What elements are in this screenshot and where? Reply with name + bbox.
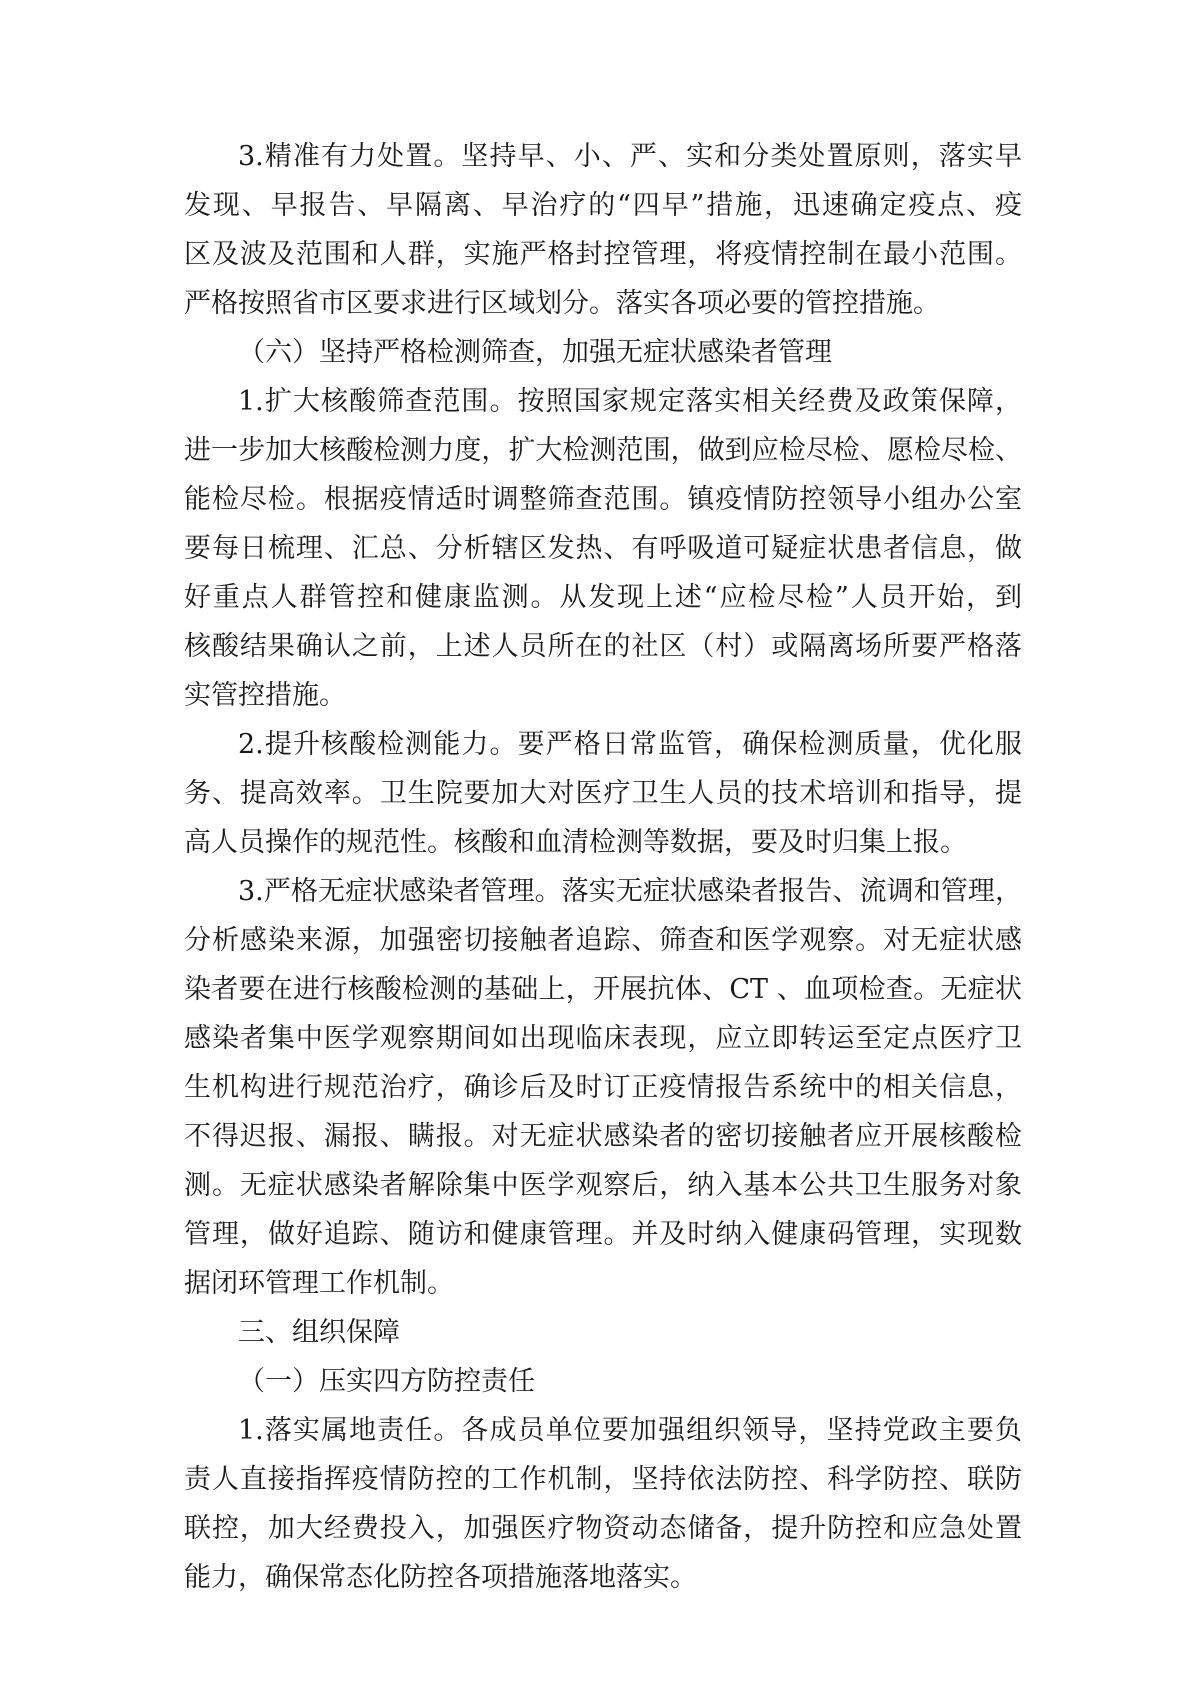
section-heading: 三、组织保障	[238, 1317, 400, 1348]
paragraph-line: 1.落实属地责任。各成员单位要加强组织领导，坚持党政主要负	[238, 1415, 1022, 1446]
paragraph-line: 实管控措施。	[184, 680, 346, 711]
paragraph-line: 据闭环管理工作机制。	[184, 1268, 454, 1299]
paragraph-line: 联控，加大经费投入，加强医疗物资动态储备，提升防控和应急处置	[184, 1513, 1022, 1544]
paragraph-line: 1.扩大核酸筛查范围。按照国家规定落实相关经费及政策保障，	[238, 386, 1022, 417]
paragraph-line: 高人员操作的规范性。核酸和血清检测等数据，要及时归集上报。	[184, 827, 967, 858]
paragraph-line: 不得迟报、漏报、瞒报。对无症状感染者的密切接触者应开展核酸检	[184, 1121, 1022, 1152]
paragraph-line: 3.精准有力处置。坚持早、小、严、实和分类处置原则，落实早	[238, 141, 1022, 172]
paragraph-line: 生机构进行规范治疗，确诊后及时订正疫情报告系统中的相关信息，	[184, 1072, 1022, 1103]
section-heading: （六）坚持严格检测筛查，加强无症状感染者管理	[238, 337, 832, 368]
paragraph-line: 务、提高效率。卫生院要加大对医疗卫生人员的技术培训和指导，提	[184, 778, 1022, 809]
paragraph-line: 测。无症状感染者解除集中医学观察后，纳入基本公共卫生服务对象	[184, 1170, 1022, 1201]
paragraph-line: 染者要在进行核酸检测的基础上，开展抗体、CT 、血项检查。无症状	[184, 974, 1022, 1005]
paragraph-line: 发现、早报告、早隔离、早治疗的“四早”措施，迅速确定疫点、疫	[184, 190, 1022, 221]
paragraph-line: 进一步加大核酸检测力度，扩大检测范围，做到应检尽检、愿检尽检、	[184, 435, 1022, 466]
paragraph-line: 责人直接指挥疫情防控的工作机制，坚持依法防控、科学防控、联防	[184, 1464, 1022, 1495]
paragraph-line: 分析感染来源，加强密切接触者追踪、筛查和医学观察。对无症状感	[184, 925, 1022, 956]
paragraph-line: 2.提升核酸检测能力。要严格日常监管，确保检测质量，优化服	[238, 729, 1022, 760]
paragraph-line: 好重点人群管控和健康监测。从发现上述“应检尽检”人员开始，到	[184, 582, 1022, 613]
paragraph-line: 感染者集中医学观察期间如出现临床表现，应立即转运至定点医疗卫	[184, 1023, 1022, 1054]
paragraph-line: 3.严格无症状感染者管理。落实无症状感染者报告、流调和管理，	[238, 876, 1022, 907]
paragraph-line: 严格按照省市区要求进行区域划分。落实各项必要的管控措施。	[184, 288, 940, 319]
paragraph-line: 能力，确保常态化防控各项措施落地落实。	[184, 1562, 697, 1593]
paragraph-line: 区及波及范围和人群，实施严格封控管理，将疫情控制在最小范围。	[184, 239, 1022, 270]
subsection-heading: （一）压实四方防控责任	[238, 1366, 535, 1397]
document-body	[184, 132, 1022, 1602]
paragraph-line: 核酸结果确认之前，上述人员所在的社区（村）或隔离场所要严格落	[184, 631, 1022, 662]
paragraph-line: 要每日梳理、汇总、分析辖区发热、有呼吸道可疑症状患者信息，做	[184, 533, 1022, 564]
paragraph-line: 管理，做好追踪、随访和健康管理。并及时纳入健康码管理，实现数	[184, 1219, 1022, 1250]
paragraph-line: 能检尽检。根据疫情适时调整筛查范围。镇疫情防控领导小组办公室	[184, 484, 1022, 515]
